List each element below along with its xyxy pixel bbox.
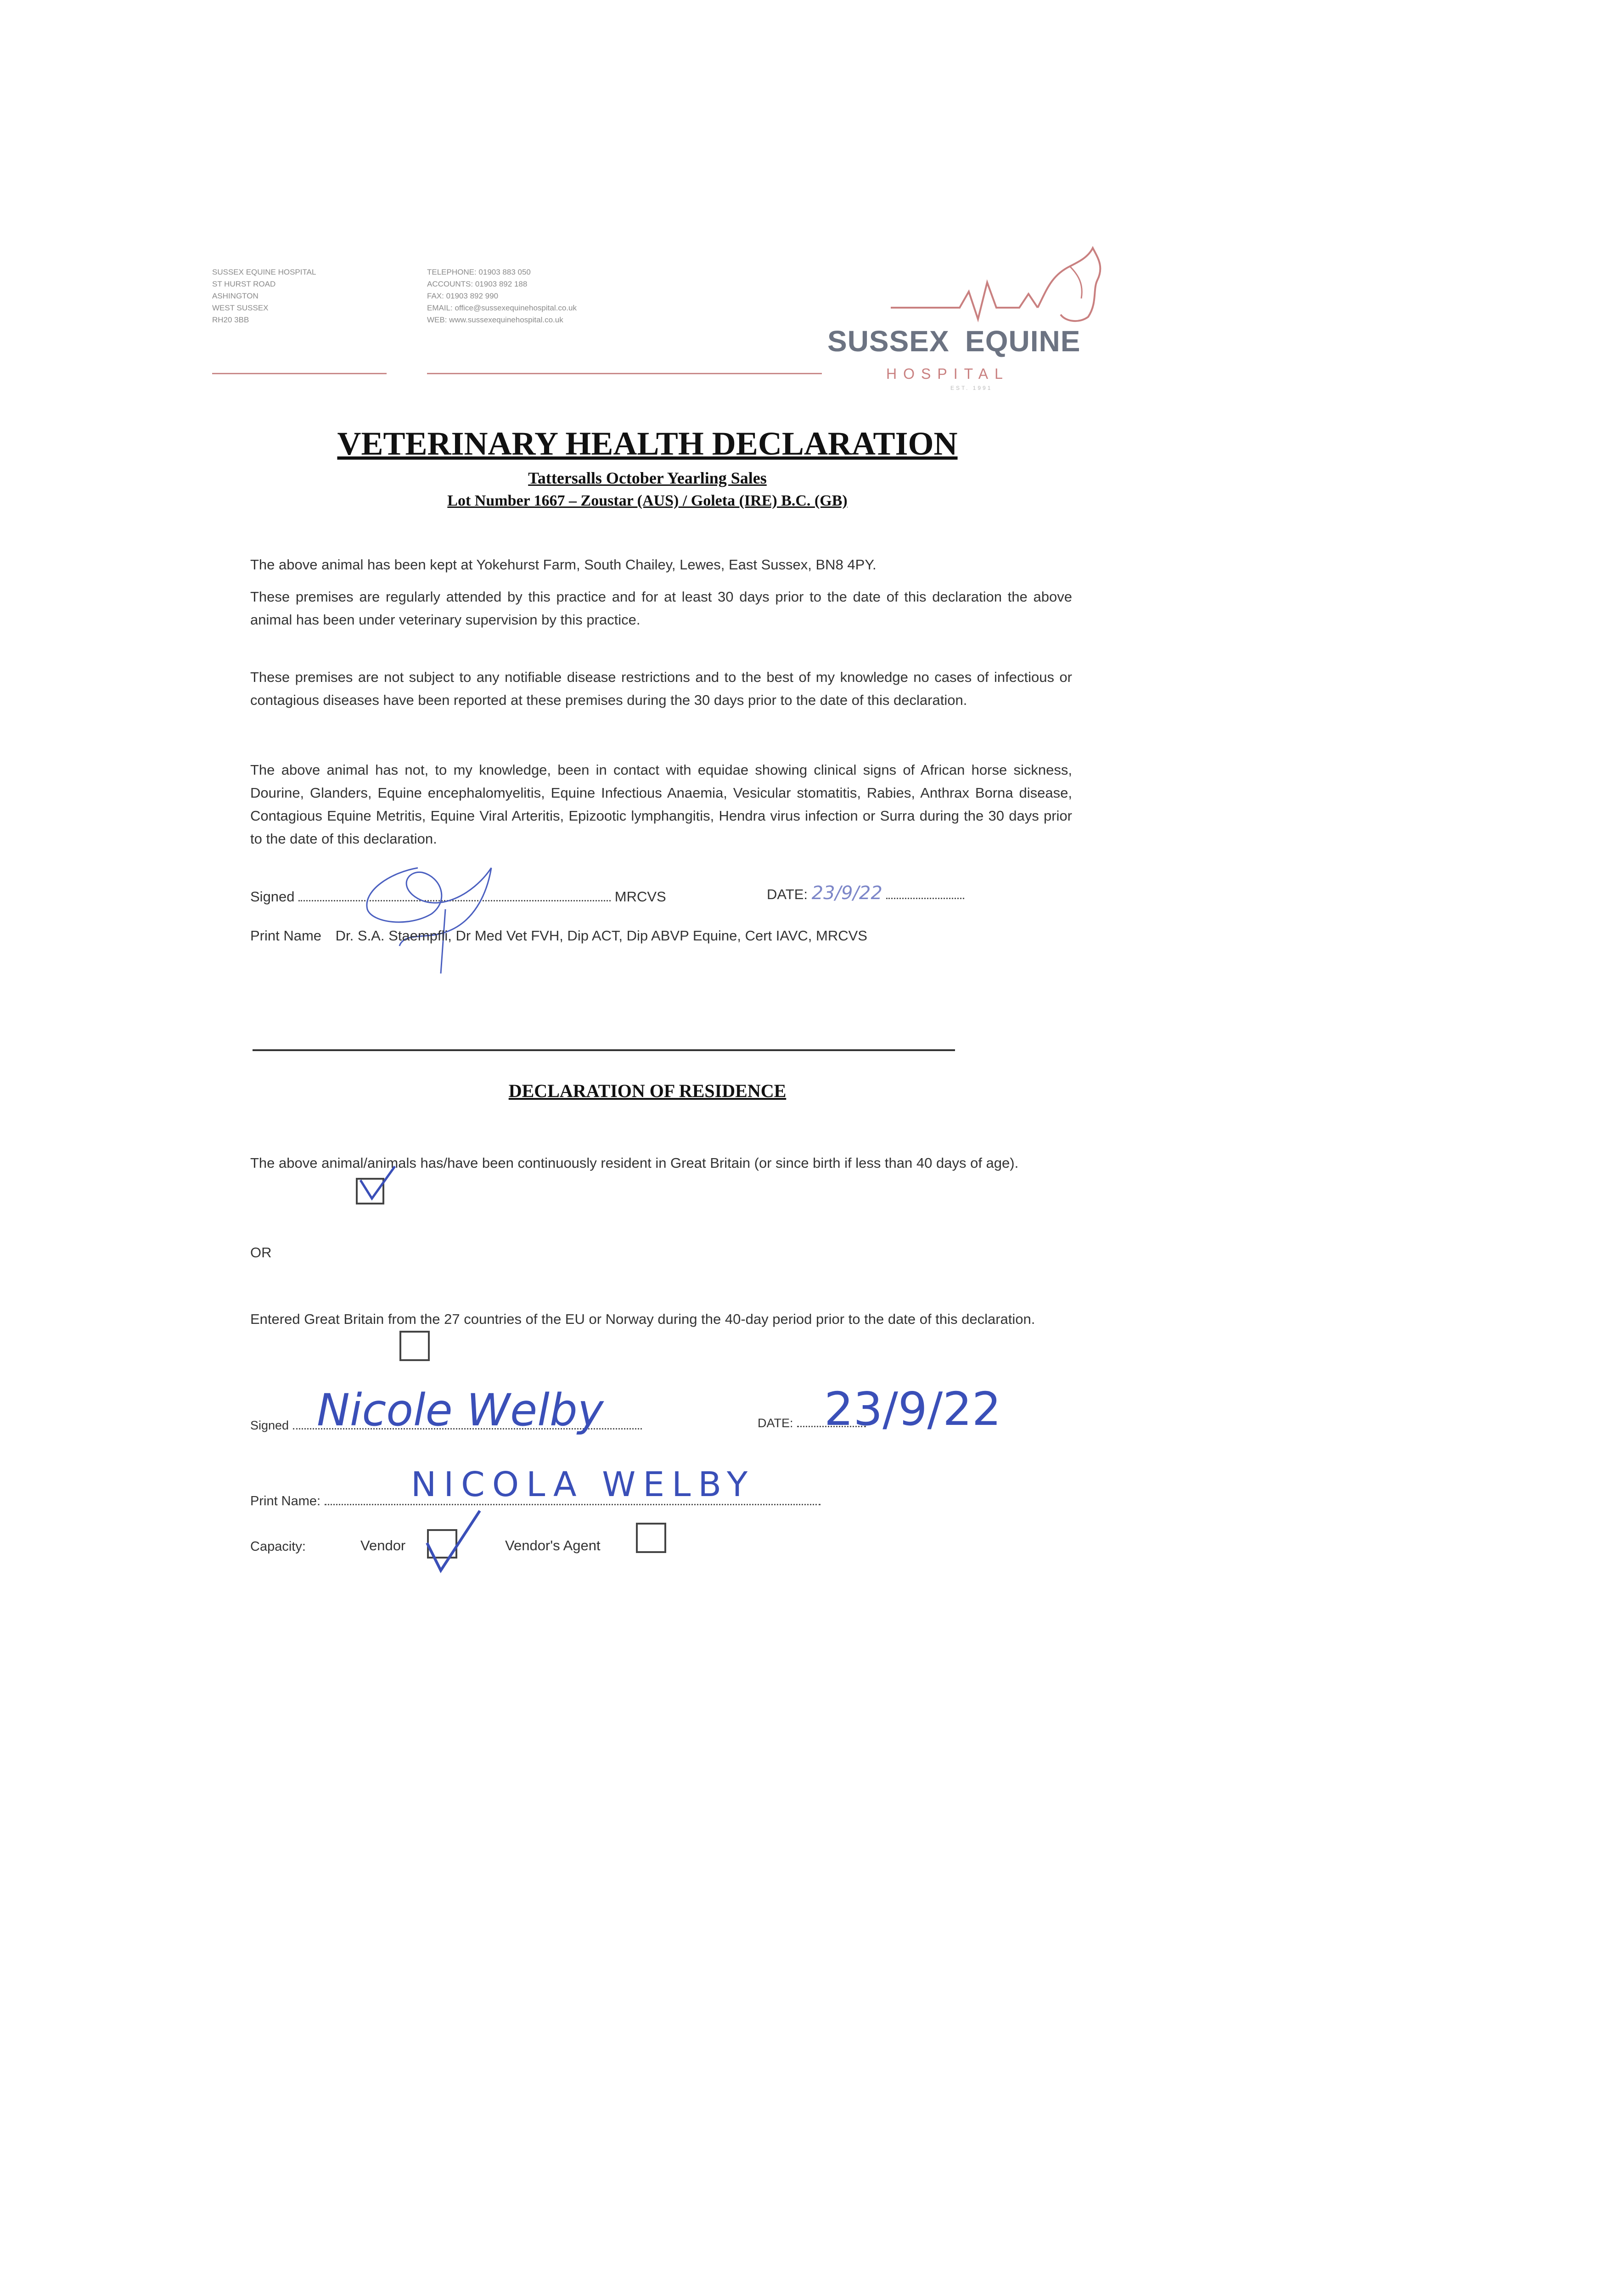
horse-ecg-icon bbox=[822, 239, 1107, 331]
health-paragraph-2: These premises are regularly attended by this practice and for at least 30 days prior to the date of this declaration the above animal has been under veterinary supervision by this practice. bbox=[250, 589, 1072, 628]
vendor-print-label: Print Name: bbox=[250, 1494, 321, 1508]
address-line: SUSSEX EQUINE HOSPITAL bbox=[212, 268, 316, 276]
hospital-address bbox=[212, 266, 359, 326]
residence-title: DECLARATION OF RESIDENCE bbox=[508, 1080, 787, 1101]
lot-number: Lot Number 1667 – Zoustar (AUS) / Goleta (IRE) B.C. (GB) bbox=[447, 492, 848, 509]
agent-option-label: Vendor's Agent bbox=[505, 1537, 601, 1553]
contact-line: EMAIL: office@sussexequinehospital.co.uk bbox=[427, 304, 577, 312]
vet-signature bbox=[335, 840, 574, 978]
hospital-contacts bbox=[427, 266, 684, 326]
address-line: RH20 3BB bbox=[212, 315, 249, 324]
vendor-check-mark bbox=[418, 1506, 482, 1575]
vet-date-line bbox=[886, 898, 964, 899]
contact-line: TELEPHONE: 01903 883 050 bbox=[427, 268, 531, 276]
hospital-logo bbox=[822, 239, 1107, 390]
vendor-option-label: Vendor bbox=[360, 1537, 406, 1553]
address-line: WEST SUSSEX bbox=[212, 304, 269, 312]
header-rule-left bbox=[212, 373, 387, 374]
vet-print-row bbox=[250, 928, 867, 944]
vet-print-value: Dr. S.A. Staempfli, Dr Med Vet FVH, Dip ACT, Dip ABVP Equine, Cert IAVC, MRCVS bbox=[335, 928, 867, 944]
address-line: ST HURST ROAD bbox=[212, 280, 276, 288]
vendor-signature: Nicole Welby bbox=[317, 1384, 604, 1436]
contact-line: FAX: 01903 892 990 bbox=[427, 292, 499, 300]
vet-signed-label: Signed bbox=[250, 889, 295, 905]
sale-name: Tattersalls October Yearling Sales bbox=[528, 469, 767, 487]
entered-gb-checkbox[interactable] bbox=[399, 1331, 430, 1361]
vet-date-value: 23/9/22 bbox=[811, 883, 882, 904]
section-divider bbox=[253, 1049, 955, 1051]
capacity-label: Capacity: bbox=[250, 1539, 306, 1554]
vendor-date-label: DATE: bbox=[758, 1416, 793, 1430]
vendor-signed-label: Signed bbox=[250, 1418, 289, 1432]
health-paragraph-1: The above animal has been kept at Yokehurst Farm, South Chailey, Lewes, East Sussex, BN8 4PY. bbox=[250, 557, 877, 573]
logo-est: EST. 1991 bbox=[950, 385, 993, 391]
vendor-date-value: 23/9/22 bbox=[824, 1382, 1001, 1436]
mrcvs-label: MRCVS bbox=[614, 889, 666, 905]
health-paragraph-4: The above animal has not, to my knowledge, been in contact with equidae showing clinical signs of African horse sickness, Dourine, Glanders, Equine encephalomyelitis, Equine Infectious Anaemia, Vesicular stomatitis, Rabies, Anthrax Borna disease, Contagious Equine Metritis, Equine Viral Arteritis, Epizootic lymphangitis, Hendra virus infection or Surra during the 30 days prior to the date of this declaration. bbox=[250, 762, 1072, 847]
residence-paragraph-1: The above animal/animals has/have been continuously resident in Great Britain (or since birth if less than 40 days of age). bbox=[250, 1155, 1019, 1171]
logo-sussex: SUSSEX bbox=[827, 325, 950, 358]
or-label: OR bbox=[250, 1244, 272, 1261]
resident-check-mark bbox=[356, 1164, 397, 1205]
vet-print-label: Print Name bbox=[250, 928, 322, 944]
logo-hospital: HOSPITAL bbox=[886, 366, 1009, 382]
contact-line: ACCOUNTS: 01903 892 188 bbox=[427, 280, 528, 288]
address-line: ASHINGTON bbox=[212, 292, 258, 300]
vet-date-label: DATE: bbox=[767, 886, 808, 902]
health-paragraph-3: These premises are not subject to any notifiable disease restrictions and to the best of my knowledge no cases of infectious or contagious diseases have been reported at these premises during the 30 days prior to the date of this declaration. bbox=[250, 669, 1072, 708]
vendors-agent-checkbox[interactable] bbox=[636, 1523, 666, 1553]
header-rule-mid bbox=[427, 373, 822, 374]
page-title: VETERINARY HEALTH DECLARATION bbox=[337, 425, 958, 462]
logo-equine: EQUINE bbox=[965, 325, 1081, 358]
residence-paragraph-2: Entered Great Britain from the 27 countries of the EU or Norway during the 40-day period prior to the date of this declaration. bbox=[250, 1311, 1035, 1327]
vet-date-row bbox=[767, 883, 964, 904]
contact-line: WEB: www.sussexequinehospital.co.uk bbox=[427, 315, 563, 324]
vendor-print-value: NICOLA WELBY bbox=[411, 1465, 755, 1504]
